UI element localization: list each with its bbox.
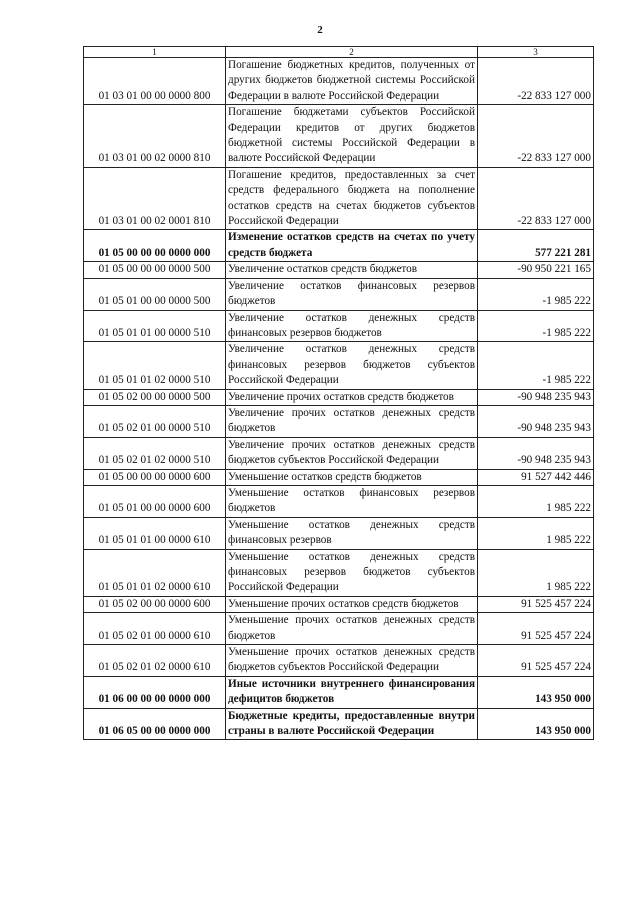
description-cell: Уменьшение остатков средств бюджетов — [226, 469, 478, 485]
code-cell: 01 05 00 00 00 0000 500 — [84, 262, 226, 278]
amount-cell: -1 985 222 — [478, 342, 594, 389]
description-cell: Увеличение остатков средств бюджетов — [226, 262, 478, 278]
code-cell: 01 05 02 01 00 0000 610 — [84, 613, 226, 645]
amount-cell: -90 948 235 943 — [478, 437, 594, 469]
table-row — [84, 167, 594, 230]
table-row — [84, 405, 594, 437]
description-cell: Погашение кредитов, предоставленных за счет средств федерального бюджета на пополнение остатков средств на счетах бюджетов субъектов Российской Федерации — [226, 167, 478, 230]
code-cell: 01 05 02 01 00 0000 510 — [84, 405, 226, 437]
page-number: 2 — [317, 24, 323, 36]
description-cell: Уменьшение остатков денежных средств финансовых резервов — [226, 517, 478, 549]
amount-cell: 91 527 442 446 — [478, 469, 594, 485]
code-cell: 01 05 00 00 00 0000 000 — [84, 230, 226, 262]
code-cell: 01 05 01 01 02 0000 610 — [84, 549, 226, 596]
table-row — [84, 262, 594, 278]
description-cell: Уменьшение остатков денежных средств финансовых резервов бюджетов субъектов Российской Федерации — [226, 549, 478, 596]
table-row — [84, 469, 594, 485]
description-cell: Увеличение остатков денежных средств финансовых резервов бюджетов — [226, 310, 478, 342]
table-header — [84, 47, 594, 58]
table-row — [84, 676, 594, 708]
column-header-code: 1 — [84, 47, 226, 58]
table-body — [84, 58, 594, 740]
amount-cell: 143 950 000 — [478, 676, 594, 708]
column-header-amount: 3 — [478, 47, 594, 58]
table-row — [84, 58, 594, 105]
code-cell: 01 03 01 00 00 0000 800 — [84, 58, 226, 105]
code-cell: 01 05 02 00 00 0000 600 — [84, 596, 226, 612]
budget-table — [83, 46, 594, 740]
code-cell: 01 05 02 01 02 0000 510 — [84, 437, 226, 469]
amount-cell: 91 525 457 224 — [478, 645, 594, 677]
description-cell: Изменение остатков средств на счетах по учету средств бюджета — [226, 230, 478, 262]
amount-cell: -22 833 127 000 — [478, 105, 594, 168]
table-row — [84, 342, 594, 389]
code-cell: 01 05 00 00 00 0000 600 — [84, 469, 226, 485]
description-cell: Увеличение прочих остатков денежных средств бюджетов субъектов Российской Федерации — [226, 437, 478, 469]
table-row — [84, 645, 594, 677]
table-row — [84, 105, 594, 168]
table-row — [84, 485, 594, 517]
description-cell: Уменьшение остатков финансовых резервов бюджетов — [226, 485, 478, 517]
table-row — [84, 708, 594, 740]
description-cell: Бюджетные кредиты, предоставленные внутри страны в валюте Российской Федерации — [226, 708, 478, 740]
amount-cell: 1 985 222 — [478, 485, 594, 517]
description-cell: Уменьшение прочих остатков денежных средств бюджетов — [226, 613, 478, 645]
amount-cell: -1 985 222 — [478, 278, 594, 310]
table-row — [84, 389, 594, 405]
description-cell: Погашение бюджетных кредитов, полученных от других бюджетов бюджетной системы Российской Федерации в валюте Российской Федерации — [226, 58, 478, 105]
code-cell: 01 05 02 01 02 0000 610 — [84, 645, 226, 677]
amount-cell: -90 948 235 943 — [478, 405, 594, 437]
description-cell: Уменьшение прочих остатков средств бюджетов — [226, 596, 478, 612]
table-row — [84, 230, 594, 262]
table-row — [84, 278, 594, 310]
table-row — [84, 549, 594, 596]
amount-cell: -90 950 221 165 — [478, 262, 594, 278]
column-header-description: 2 — [226, 47, 478, 58]
table-row — [84, 437, 594, 469]
code-cell: 01 05 02 00 00 0000 500 — [84, 389, 226, 405]
code-cell: 01 05 01 01 00 0000 510 — [84, 310, 226, 342]
amount-cell: 577 221 281 — [478, 230, 594, 262]
code-cell: 01 05 01 01 02 0000 510 — [84, 342, 226, 389]
amount-cell: 91 525 457 224 — [478, 596, 594, 612]
amount-cell: -1 985 222 — [478, 310, 594, 342]
code-cell: 01 05 01 00 00 0000 500 — [84, 278, 226, 310]
table-row — [84, 310, 594, 342]
code-cell: 01 05 01 00 00 0000 600 — [84, 485, 226, 517]
table-row — [84, 596, 594, 612]
table-row — [84, 613, 594, 645]
description-cell: Уменьшение прочих остатков денежных средств бюджетов субъектов Российской Федерации — [226, 645, 478, 677]
amount-cell: -90 948 235 943 — [478, 389, 594, 405]
amount-cell: 143 950 000 — [478, 708, 594, 740]
code-cell: 01 05 01 01 00 0000 610 — [84, 517, 226, 549]
amount-cell: 1 985 222 — [478, 517, 594, 549]
amount-cell: -22 833 127 000 — [478, 167, 594, 230]
amount-cell: 91 525 457 224 — [478, 613, 594, 645]
description-cell: Иные источники внутреннего финансирования дефицитов бюджетов — [226, 676, 478, 708]
header-row — [84, 47, 594, 58]
description-cell: Увеличение прочих остатков денежных средств бюджетов — [226, 405, 478, 437]
description-cell: Увеличение остатков денежных средств финансовых резервов бюджетов субъектов Российской Федерации — [226, 342, 478, 389]
amount-cell: 1 985 222 — [478, 549, 594, 596]
amount-cell: -22 833 127 000 — [478, 58, 594, 105]
code-cell: 01 03 01 00 02 0001 810 — [84, 167, 226, 230]
description-cell: Увеличение прочих остатков средств бюджетов — [226, 389, 478, 405]
code-cell: 01 03 01 00 02 0000 810 — [84, 105, 226, 168]
table-row — [84, 517, 594, 549]
code-cell: 01 06 00 00 00 0000 000 — [84, 676, 226, 708]
description-cell: Увеличение остатков финансовых резервов бюджетов — [226, 278, 478, 310]
code-cell: 01 06 05 00 00 0000 000 — [84, 708, 226, 740]
description-cell: Погашение бюджетами субъектов Российской Федерации кредитов от других бюджетов бюджетной системы Российской Федерации в валюте Российской Федерации — [226, 105, 478, 168]
